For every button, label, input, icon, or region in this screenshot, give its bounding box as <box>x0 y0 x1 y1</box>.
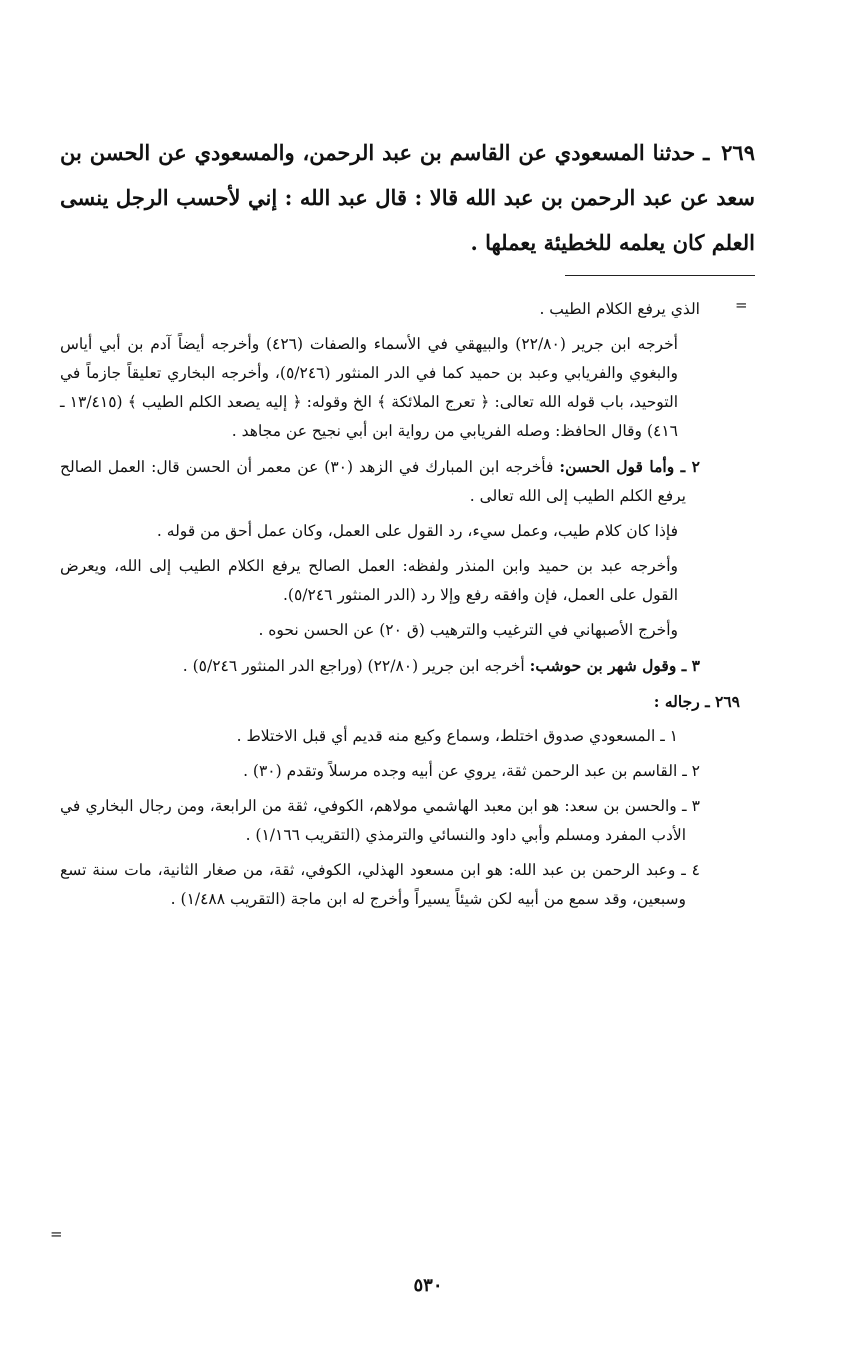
note-paragraph: الذي يرفع الكلام الطيب . <box>539 300 700 318</box>
footnote-separator <box>565 275 755 276</box>
narrator-entry: ٣ ـ والحسن بن سعد: هو ابن معبد الهاشمي مولاهم، الكوفي، ثقة من الرابعة، ومن رجال البخاري في الأدب المفرد ومسلم وأبي داود والنسائي والترمذي (التقريب ١/١٦٦) . <box>60 797 700 844</box>
note-text: فأخرجه ابن المبارك في الزهد (٣٠) عن معمر أن الحسن قال: العمل الصالح يرفع الكلم الطيب إلى الله تعالى . <box>60 458 686 505</box>
note-text: أخرجه ابن جرير (٢٢/٨٠) (وراجع الدر المنثور ٥/٢٤٦) . <box>182 657 525 675</box>
rijal-heading: ٢٦٩ ـ رجاله : <box>653 692 740 711</box>
page-number: ٥٣٠ <box>413 1275 443 1296</box>
narrator-entry: ١ ـ المسعودي صدوق اختلط، وسماع وكيع منه قديم أي قبل الاختلاط . <box>236 727 678 745</box>
continuation-mark-bottom: = <box>50 1225 63 1243</box>
note-paragraph: وأخرجه عبد بن حميد وابن المنذر ولفظه: العمل الصالح يرفع الكلام الطيب إلى الله، ويعرض القول على العمل، فإن وافقه رفع وإلا رد (الدر المنثور ٥/٢٤٦). <box>60 557 678 604</box>
note-heading: ٢ ـ وأما قول الحسن: <box>559 457 700 476</box>
note-paragraph <box>60 452 700 511</box>
narrator-entry: ٢ ـ القاسم بن عبد الرحمن ثقة، يروي عن أبيه وجده مرسلاً وتقدم (٣٠) . <box>243 762 700 780</box>
hadith-text-block <box>60 130 755 265</box>
note-paragraph <box>60 651 700 681</box>
hadith-number: ٢٦٩ <box>721 140 755 165</box>
hadith-body: ـ حدثنا المسعودي عن القاسم بن عبد الرحمن، والمسعودي عن الحسن بن سعد عن عبد الرحمن بن عبد الله قالا : قال عبد الله : إني لأحسب الرجل ينسى العلم كان يعلمه للخطيئة يعملها . <box>60 140 755 255</box>
narrator-entry: ٤ ـ وعبد الرحمن بن عبد الله: هو ابن مسعود الهذلي، الكوفي، ثقة، من صغار الثانية، مات سنة تسع وسبعين، وقد سمع من أبيه لكن شيئاً يسيراً وأخرج له ابن ماجة (التقريب ١/٤٨٨) . <box>60 861 700 908</box>
footnotes <box>60 295 740 920</box>
note-heading: ٣ ـ وقول شهر بن حوشب: <box>529 656 700 675</box>
continuation-mark-top: = <box>735 296 748 314</box>
note-paragraph: أخرجه ابن جرير (٢٢/٨٠) والبيهقي في الأسماء والصفات (٤٢٦) وأخرجه أيضاً آدم بن أبي أياس والبغوي والفريابي وعبد بن حميد كما في الدر المنثور (٥/٢٤٦)، وأخرجه البخاري تعليقاً جازماً في التوحيد، باب قوله الله تعالى: ﴿ تعرج الملائكة ﴾ الخ وقوله: ﴿ إليه يصعد الكلم الطيب ﴾ (١٣/٤١٥ ـ ٤١٦) وقال الحافظ: وصله الفريابي من رواية ابن أبي نجيح عن مجاهد . <box>60 335 679 440</box>
note-paragraph: وأخرج الأصبهاني في الترغيب والترهيب (ق ٢٠) عن الحسن نحوه . <box>258 621 678 639</box>
note-paragraph: فإذا كان كلام طيب، وعمل سيء، رد القول على العمل، وكان عمل أحق من قوله . <box>156 522 678 540</box>
